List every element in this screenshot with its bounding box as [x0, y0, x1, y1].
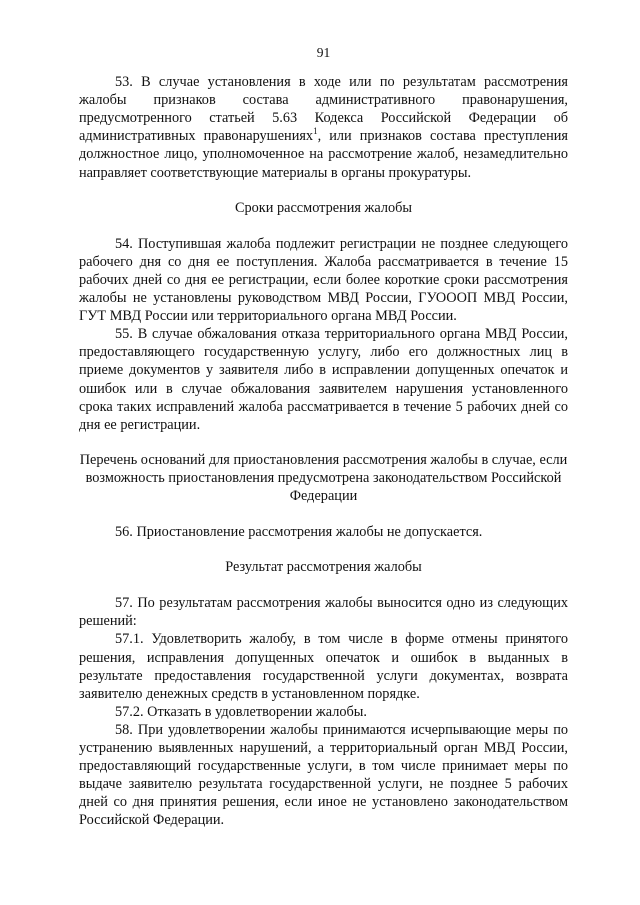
paragraph-56: 56. Приостановление рассмотрения жалобы не допускается.	[115, 524, 483, 541]
page-number: 91	[316, 45, 331, 60]
paragraph-53-text: 53. В случае установления в ходе или по результатам рассмотрения жалобы признаков состава административного правонарушения, предусмотренного статьей 5.63 Кодекса Российской Федерации об административных правонарушениях	[79, 74, 568, 145]
paragraph-53-text-cont: , или признаков состава преступления должностное лицо, уполномоченное на рассмотрение жалоб, незамедлительно направляет соответствующие материалы в органы прокуратуры.	[79, 128, 568, 181]
paragraph-57-1: 57.1. Удовлетворить жалобу, в том числе в форме отмены принятого решения, исправления допущенных опечаток и ошибок в выданных в результате предоставления государственной услуги документах, возврата заявителю денежных средств в установленном порядке.	[79, 631, 568, 702]
document-page	[79, 44, 568, 829]
paragraph-57-2: 57.2. Отказать в удовлетворении жалобы.	[115, 703, 367, 720]
paragraph-54: 54. Поступившая жалоба подлежит регистрации не позднее следующего рабочего дня со дня ее поступления. Жалоба рассматривается в течение 15 рабочих дней со дня ее регистрации, если более короткие сроки рассмотрения жалобы не установлены руководством МВД России, ГУОООП МВД России, ГУТ МВД России или территориального органа МВД России.	[79, 235, 568, 325]
footnote-mark: 1	[313, 126, 318, 137]
paragraph-57: 57. По результатам рассмотрения жалобы выносится одно из следующих решений:	[79, 595, 568, 630]
paragraph-53	[79, 73, 568, 182]
heading-suspension: Перечень оснований для приостановления рассмотрения жалобы в случае, если возможность приостановления предусмотрена законодательством Российской Федерации	[79, 451, 568, 504]
heading-terms: Сроки рассмотрения жалобы	[234, 199, 413, 216]
heading-result: Результат рассмотрения жалобы	[225, 559, 422, 576]
paragraph-58: 58. При удовлетворении жалобы принимаются исчерпывающие меры по устранению выявленных нарушений, а территориальный орган МВД России, предоставляющий государственные услуги, в том числе принимает меры по выдаче заявителю результата государственной услуги, не позднее 5 рабочих дней со дня принятия решения, если иное не установлено законодательством Российской Федерации.	[79, 721, 568, 829]
paragraph-55: 55. В случае обжалования отказа территориального органа МВД России, предоставляющего государственную услугу, либо его должностных лиц в приеме документов у заявителя либо в исправлении допущенных опечаток и ошибок или в случае обжалования заявителем нарушения установленного срока таких исправлений жалоба рассматривается в течение 5 рабочих дней со дня ее регистрации.	[79, 326, 568, 433]
